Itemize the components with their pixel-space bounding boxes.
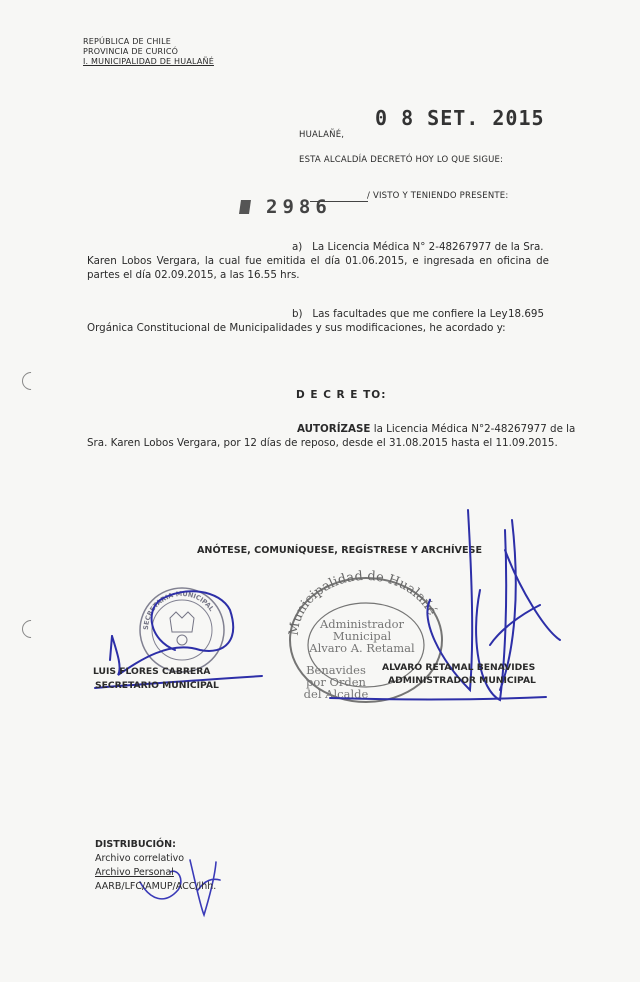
secretary-title: SECRETARIO MUNICIPAL: [95, 680, 219, 691]
decreto-heading: D E C R E TO:: [296, 389, 387, 401]
header-municipality: I. MUNICIPALIDAD DE HUALAÑÉ: [83, 57, 214, 66]
paragraph-b-marker: b): [292, 308, 303, 320]
paragraph-b-line-2: Orgánica Constitucional de Municipalidades y sus modificaciones, he acordado y:: [87, 322, 506, 334]
distribution-initials: AARB/LFC/AMUP/ACC/lhh.: [95, 881, 217, 892]
header-province: PROVINCIA DE CURICÓ: [83, 47, 179, 56]
administrator-name: ALVARO RETAMAL BENAVIDES: [382, 662, 536, 673]
authorization-keyword: AUTORÍZASE: [297, 423, 371, 435]
secretary-name: LUIS FLORES CABRERA: [93, 666, 211, 677]
law-number: 18.695: [508, 308, 545, 320]
header-country: REPÚBLICA DE CHILE: [83, 37, 172, 46]
paragraph-b-text: Las facultades que me confiere la Ley: [312, 308, 508, 320]
right-seal-line-3: Alvaro A. Retamal: [309, 641, 415, 655]
place-label: HUALAÑÉ,: [299, 130, 345, 140]
right-seal-line-5: por Orden: [306, 675, 366, 689]
secretary-seal: [140, 588, 224, 672]
authorization-text: la Licencia Médica N°2-48267977 de la: [370, 423, 576, 435]
distribution-heading: DISTRIBUCIÓN:: [95, 839, 176, 850]
right-seal-line-4: Benavides: [306, 663, 366, 677]
authorization-line-2: Sra. Karen Lobos Vergara, por 12 días de reposo, desde el 31.08.2015 hasta el 11.09.2015.: [87, 437, 558, 449]
left-seal-text: SECRETARIA MUNICIPAL: [141, 589, 216, 631]
administrator-title: ADMINISTRADOR MUNICIPAL: [388, 675, 536, 686]
paragraph-a-line-3: partes el día 02.09.2015, a las 16.55 hrs.: [87, 269, 300, 281]
intro-line: ESTA ALCALDÍA DECRETÓ HOY LO QUE SIGUE:: [299, 155, 504, 165]
distribution-block: [95, 838, 216, 894]
paragraph-a-line-2: Karen Lobos Vergara, la cual fue emitida el día 01.06.2015, e ingresada en oficina de: [87, 255, 549, 267]
distribution-item: Archivo correlativo: [95, 853, 185, 864]
date-stamp: 0 8 SET. 2015: [375, 106, 545, 130]
paragraph-a-marker: a): [292, 241, 303, 253]
paragraph-a-text: La Licencia Médica N° 2-48267977 de la Sra.: [312, 241, 544, 253]
right-seal-line-2: Municipal: [332, 629, 392, 643]
distribution-item: Archivo Personal: [95, 867, 174, 878]
right-seal-line-1: Administrador: [320, 617, 404, 631]
closing-formula: ANÓTESE, COMUNÍQUESE, REGÍSTRESE Y ARCHÍVESE: [197, 545, 482, 556]
right-seal-line-6: del Alcalde: [303, 687, 369, 701]
visto-line: / VISTO Y TENIENDO PRESENTE:: [367, 191, 509, 201]
right-seal-ring-text: Municipalidad de Hualañé: [286, 568, 440, 637]
decree-number: 2986: [266, 196, 332, 218]
